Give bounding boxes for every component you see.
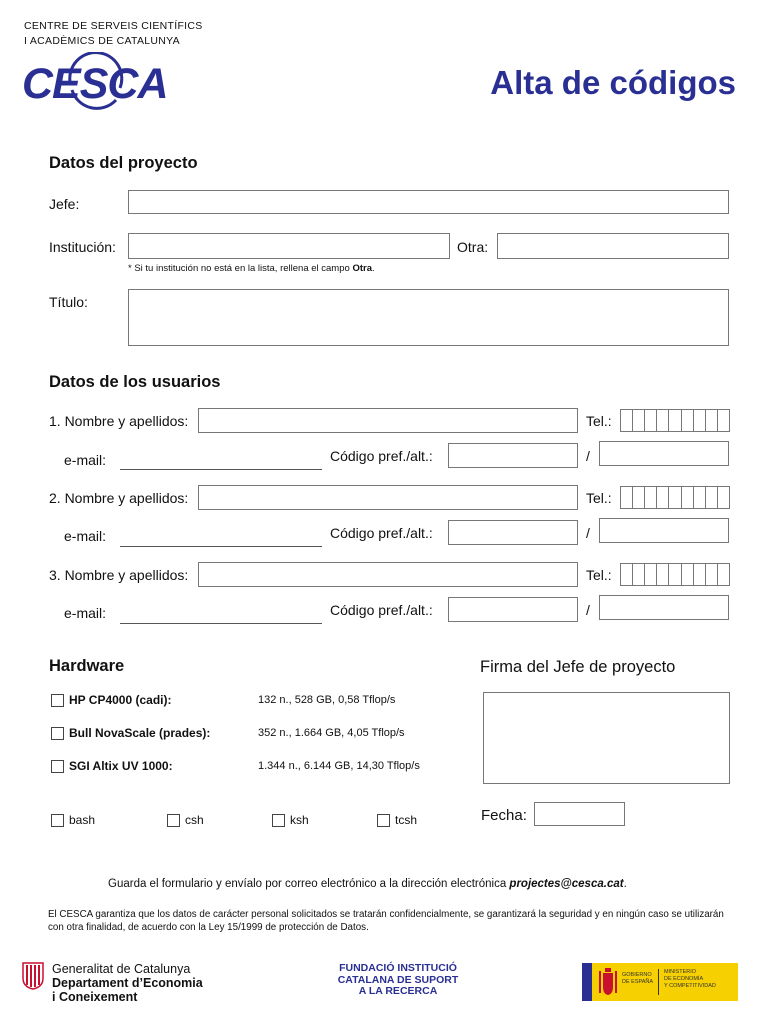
user2-slash: / <box>586 525 590 541</box>
generalitat-line3: i Coneixement <box>52 990 138 1004</box>
hw3-spec: 1.344 n., 6.144 GB, 14,30 Tflop/s <box>258 760 420 772</box>
user3-email-field[interactable] <box>120 623 322 624</box>
ministerio-line3: Y COMPETITIVIDAD <box>664 983 716 989</box>
hw3-checkbox[interactable] <box>51 760 64 773</box>
titulo-label: Título: <box>49 294 88 310</box>
user1-codigo-field[interactable] <box>448 443 578 468</box>
logo-swoosh-icon <box>64 52 126 114</box>
institucion-label: Institución: <box>49 239 116 255</box>
org-name-line2: I ACADÈMICS DE CATALUNYA <box>24 35 180 47</box>
user1-email-label: e-mail: <box>64 452 107 468</box>
shell-bash-checkbox[interactable] <box>51 814 64 827</box>
institucion-field[interactable] <box>128 233 450 259</box>
jefe-label: Jefe: <box>49 196 80 212</box>
user3-tel-label: Tel.: <box>586 567 612 583</box>
hardware-section-title: Hardware <box>49 657 125 675</box>
otra-field[interactable] <box>497 233 729 259</box>
contact-email-link[interactable]: projectes@cesca.cat <box>509 878 624 890</box>
user1-codigo-label: Código pref./alt.: <box>330 448 433 464</box>
user3-email-label: e-mail: <box>64 605 107 621</box>
generalitat-shield-icon <box>22 962 44 990</box>
user3-name-field[interactable] <box>198 562 578 587</box>
eu-flag-icon <box>582 963 592 1001</box>
spain-coat-of-arms-icon <box>598 967 618 997</box>
org-name-line1: CENTRE DE SERVEIS CIENTÍFICS <box>24 20 203 32</box>
user1-name-field[interactable] <box>198 408 578 433</box>
note-bold: Otra <box>352 263 372 274</box>
note-suffix: . <box>371 263 375 274</box>
user2-codigo-label: Código pref./alt.: <box>330 525 433 541</box>
fundacio-line2: CATALANA DE SUPORT <box>337 973 459 986</box>
user1-name-label: 1. Nombre y apellidos: <box>49 413 189 429</box>
user3-codigo-label: Código pref./alt.: <box>330 602 433 618</box>
generalitat-line2: Departament d’Economia <box>52 976 203 990</box>
users-section-title: Datos de los usuarios <box>49 373 221 391</box>
user3-slash: / <box>586 602 590 618</box>
ministerio-line2: DE ECONOMÍA <box>664 976 704 982</box>
user1-tel-field[interactable] <box>620 409 730 432</box>
cesca-logo: CESCA <box>22 60 168 108</box>
shell-ksh-checkbox[interactable] <box>272 814 285 827</box>
user2-email-field[interactable] <box>120 546 322 547</box>
ministerio-line1: MINISTERIO <box>664 969 697 975</box>
gobierno-line2: DE ESPAÑA <box>622 979 654 985</box>
user2-alt-field[interactable] <box>599 518 729 543</box>
otra-label: Otra: <box>457 239 489 255</box>
user2-name-label: 2. Nombre y apellidos: <box>49 490 189 506</box>
titulo-field[interactable] <box>128 289 729 346</box>
shell-tcsh-checkbox[interactable] <box>377 814 390 827</box>
gobierno-logo <box>582 963 738 1001</box>
send-instructions <box>108 878 627 890</box>
user2-tel-label: Tel.: <box>586 490 612 506</box>
signature-title: Firma del Jefe de proyecto <box>480 658 676 676</box>
page-title: Alta de códigos <box>490 64 736 101</box>
user1-alt-field[interactable] <box>599 441 729 466</box>
fundacio-logo <box>318 963 478 998</box>
shell-ksh-label: ksh <box>290 813 309 827</box>
hw2-checkbox[interactable] <box>51 727 64 740</box>
user1-slash: / <box>586 448 590 464</box>
user2-tel-field[interactable] <box>620 486 730 509</box>
hw1-checkbox[interactable] <box>51 694 64 707</box>
fundacio-line3: A LA RECERCA <box>358 985 438 997</box>
user3-tel-field[interactable] <box>620 563 730 586</box>
user1-email-field[interactable] <box>120 469 322 470</box>
project-section-title: Datos del proyecto <box>49 154 198 172</box>
send-text: Guarda el formulario y envíalo por correo electrónico a la dirección electrónica <box>108 878 510 890</box>
user3-name-label: 3. Nombre y apellidos: <box>49 567 189 583</box>
hw1-name: HP CP4000 (cadi): <box>69 693 172 707</box>
privacy-notice: El CESCA garantiza que los datos de carácter personal solicitados se tratarán confidencialmente, se garantizará la seguridad y en ningún caso se utilizarán con otra finalidad, de acuerdo con la Ley 15/1999 de protección de Datos. <box>48 909 724 933</box>
jefe-field[interactable] <box>128 190 729 214</box>
user3-codigo-field[interactable] <box>448 597 578 622</box>
shell-csh-checkbox[interactable] <box>167 814 180 827</box>
shell-csh-label: csh <box>185 813 204 827</box>
hw2-name: Bull NovaScale (prades): <box>69 726 211 740</box>
institucion-note <box>128 263 375 274</box>
generalitat-line1: Generalitat de Catalunya <box>52 962 191 976</box>
user1-tel-label: Tel.: <box>586 413 612 429</box>
send-suffix: . <box>623 878 627 890</box>
user3-alt-field[interactable] <box>599 595 729 620</box>
user2-name-field[interactable] <box>198 485 578 510</box>
fundacio-line1: FUNDACIÓ INSTITUCIÓ <box>339 962 457 974</box>
signature-field[interactable] <box>483 692 730 784</box>
fecha-label: Fecha: <box>481 807 527 824</box>
user2-email-label: e-mail: <box>64 528 107 544</box>
shell-bash-label: bash <box>69 813 96 827</box>
gobierno-divider <box>658 969 659 995</box>
user2-codigo-field[interactable] <box>448 520 578 545</box>
fecha-field[interactable] <box>534 802 625 826</box>
hw1-spec: 132 n., 528 GB, 0,58 Tflop/s <box>258 694 396 706</box>
hw3-name: SGI Altix UV 1000: <box>69 759 173 773</box>
shell-tcsh-label: tcsh <box>395 813 418 827</box>
gobierno-line1: GOBIERNO <box>622 972 652 978</box>
hw2-spec: 352 n., 1.664 GB, 4,05 Tflop/s <box>258 727 405 739</box>
note-text: * Si tu institución no está en la lista, rellena el campo <box>128 263 353 274</box>
